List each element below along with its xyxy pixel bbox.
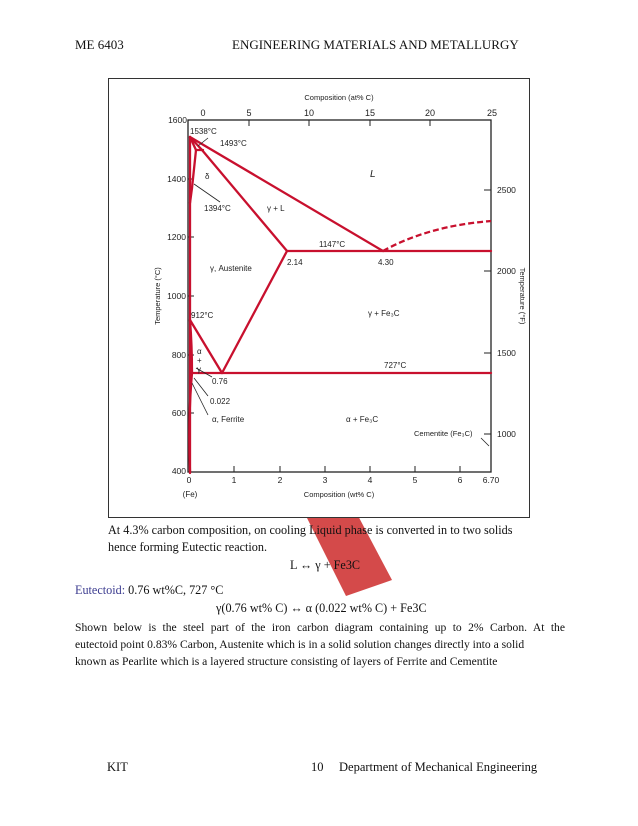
bottom-axis-title: Composition (wt% C) [303,490,375,499]
top-tick-20: 20 [424,108,436,118]
label-912c: 912°C [191,311,214,320]
label-delta: δ [205,172,210,181]
label-4-30: 4.30 [378,258,394,267]
top-tick-5: 5 [246,108,252,118]
bottom-tick-0: 0 [186,475,192,485]
footer-department: Department of Mechanical Engineering [339,760,538,774]
label-0-022: 0.022 [210,397,231,406]
header-course-code: ME 6403 [75,37,124,52]
bottom-tick-6: 6 [457,475,463,485]
top-tick-10: 10 [303,108,315,118]
label-ferrite: α, Ferrite [212,415,245,424]
label-alpha-fe3c: α + Fe₃C [346,415,379,424]
label-1147c: 1147°C [319,240,346,249]
top-tick-15: 15 [364,108,376,118]
label-0-76: 0.76 [212,377,228,386]
bottom-tick-3: 3 [322,475,328,485]
bottom-tick-2: 2 [277,475,283,485]
equation-eutectoid: γ(0.76 wt% C) ↔ α (0.022 wt% C) + Fe3C [216,601,427,615]
label-alpha-small: α [197,347,202,356]
eutectoid-value: 0.76 wt%C, 727 °C [125,583,224,597]
label-gamma-small: γ [197,365,201,374]
left-axis-title: Temperature (°C) [153,267,162,325]
left-tick-600: 600 [171,408,186,418]
right-tick-1000: 1000 [497,429,516,439]
para1-line1: At 4.3% carbon composition, on cooling Liquid phase is converted in to two solids [108,523,513,537]
label-1394c: 1394°C [204,204,231,213]
label-gamma-l: γ + L [267,204,285,213]
label-1493c: 1493°C [220,139,247,148]
label-liquid: L [370,169,376,180]
para2-line3: known as Pearlite which is a layered structure consisting of layers of Ferrite and Cementite [75,655,498,668]
left-tick-400: 400 [171,466,186,476]
right-axis-title: Temperature (°F) [518,267,527,325]
label-cementite: Cementite (Fe₃C) [414,429,473,438]
header-course-title: ENGINEERING MATERIALS AND METALLURGY [232,37,519,52]
bottom-left-fe-label: (Fe) [182,490,198,499]
right-tick-1500: 1500 [497,348,516,358]
top-tick-0: 0 [200,108,206,118]
eutectoid-label: Eutectoid: [75,583,126,597]
label-2-14: 2.14 [287,258,303,267]
label-gamma-fe3c: γ + Fe₃C [368,309,400,318]
right-tick-2000: 2000 [497,266,516,276]
para1-line2: hence forming Eutectic reaction. [108,540,268,554]
footer-institution: KIT [107,760,128,774]
label-727c: 727°C [384,361,407,370]
equation-eutectic: L ↔ γ + Fe3C [290,558,361,572]
label-plus-small: + [197,356,202,365]
left-tick-800: 800 [171,350,186,360]
eutectoid-line [75,582,223,599]
label-1538c: 1538°C [190,127,217,136]
left-tick-1400: 1400 [167,174,186,184]
bottom-tick-1: 1 [231,475,237,485]
left-tick-1000: 1000 [167,291,186,301]
bottom-tick-670: 6.70 [482,475,500,485]
right-tick-2500: 2500 [497,185,516,195]
footer-page-number: 10 [311,760,324,774]
bottom-tick-5: 5 [412,475,418,485]
label-austenite: γ, Austenite [210,264,252,273]
left-tick-1200: 1200 [167,232,186,242]
para2-line2: eutectoid point 0.83% Carbon, Austenite which is in a solid solution changes directly into a solid [75,638,525,651]
iron-carbon-phase-diagram [108,78,530,518]
top-tick-25: 25 [486,108,498,118]
para2-line1: Shown below is the steel part of the iron carbon diagram containing up to 2% Carbon. At the [75,621,565,634]
bottom-tick-4: 4 [367,475,373,485]
top-axis-title: Composition (at% C) [304,93,374,102]
left-tick-1600: 1600 [168,115,187,125]
